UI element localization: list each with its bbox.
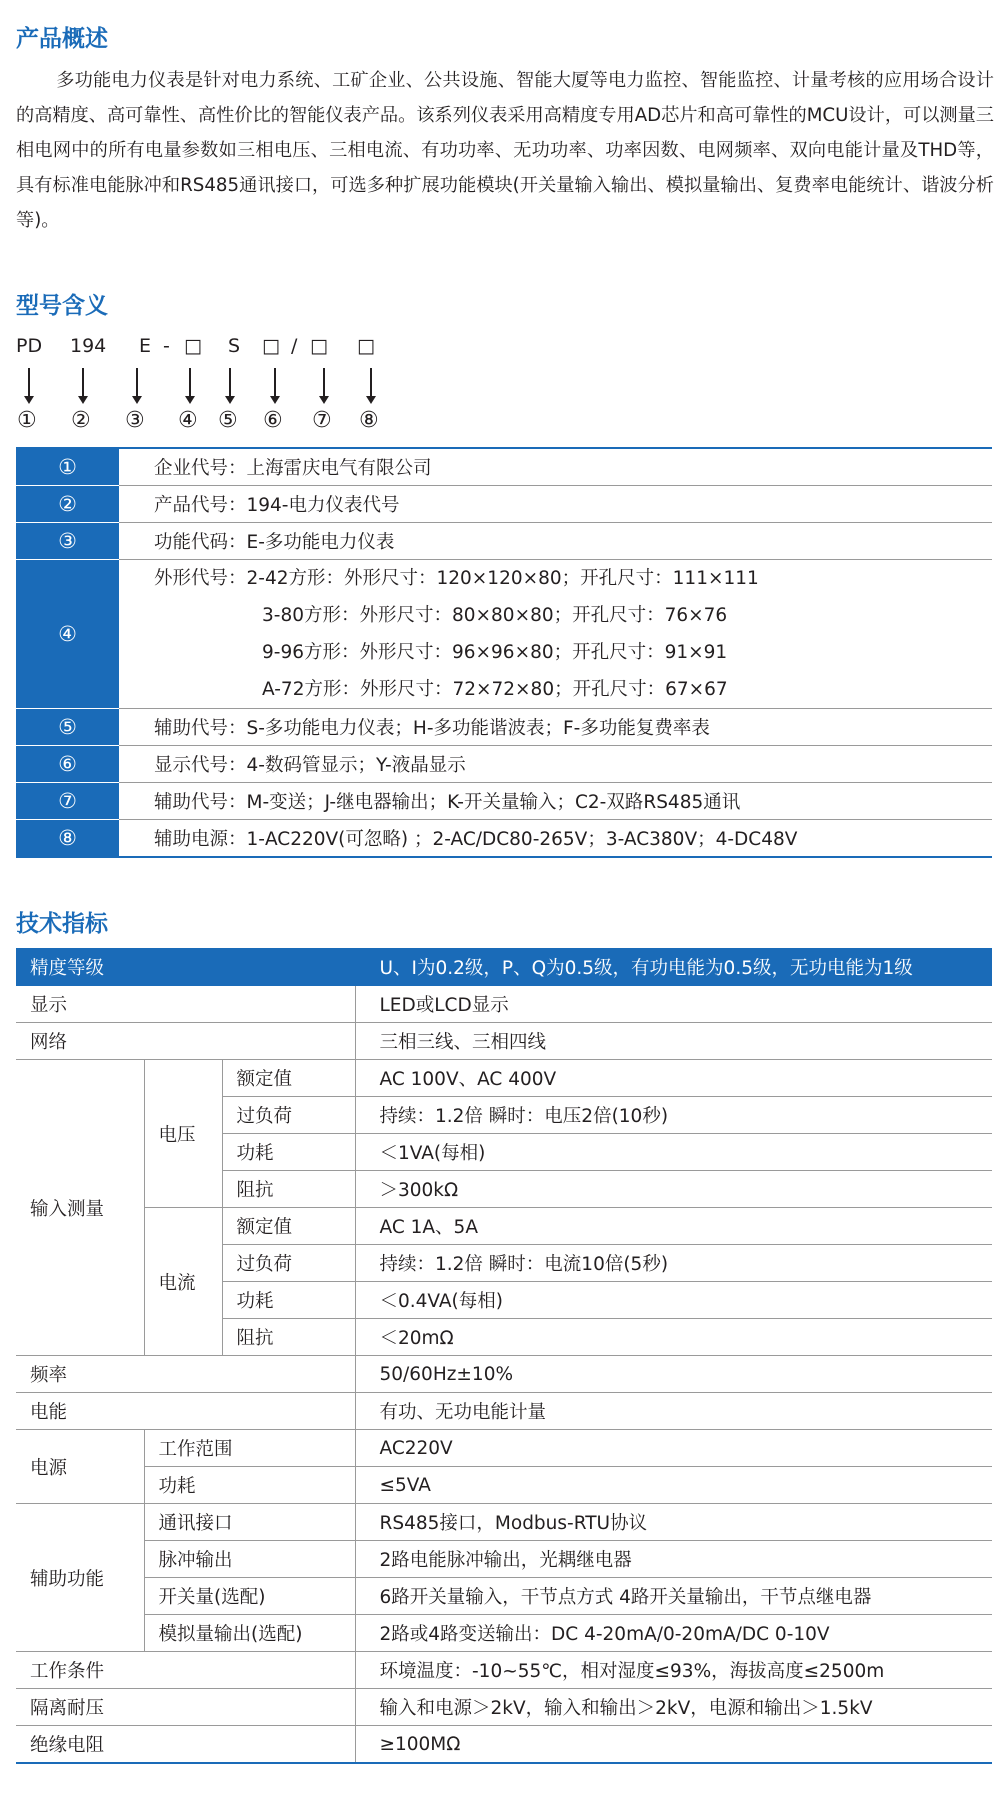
code-part: PD <box>16 335 43 357</box>
spec-value: 2路或4路变送输出：DC 4-20mA/0-20mA/DC 0-10V <box>355 1615 992 1652</box>
spec-label: 输入测量 <box>16 1060 144 1356</box>
spec-value: AC 1A、5A <box>355 1208 992 1245</box>
spec-key: 阻抗 <box>222 1171 355 1208</box>
model-row <box>16 783 992 820</box>
code-part: 194 <box>70 335 107 357</box>
row-desc: 辅助代号：S-多功能电力仪表；H-多功能谐波表；F-多功能复费率表 <box>119 709 992 746</box>
spec-row <box>16 1208 992 1245</box>
spec-value: ≤5VA <box>355 1467 992 1504</box>
spec-value: AC 100V、AC 400V <box>355 1060 992 1097</box>
spec-label: 显示 <box>16 986 355 1023</box>
down-arrow-icon <box>180 368 200 406</box>
spec-key: 开关量(选配) <box>144 1578 355 1615</box>
spec-row <box>16 1578 992 1615</box>
spec-row <box>16 1652 992 1689</box>
spec-row <box>16 1060 992 1097</box>
spec-value: 持续：1.2倍 瞬时：电流10倍(5秒) <box>355 1245 992 1282</box>
row-number: ⑥ <box>16 746 119 783</box>
spec-sublabel: 电流 <box>144 1208 222 1356</box>
spec-label: 电源 <box>16 1430 144 1504</box>
model-row <box>16 523 992 560</box>
spec-value: ＜20mΩ <box>355 1319 992 1356</box>
spec-value: 三相三线、三相四线 <box>355 1023 992 1060</box>
spec-value: LED或LCD显示 <box>355 986 992 1023</box>
row-number: ⑧ <box>16 820 119 858</box>
spec-value: U、I为0.2级，P、Q为0.5级，有功电能为0.5级，无功电能为1级 <box>355 949 992 986</box>
spec-value: ＜1VA(每相) <box>355 1134 992 1171</box>
spec-sublabel: 电压 <box>144 1060 222 1208</box>
spec-row <box>16 1356 992 1393</box>
model-row <box>16 486 992 523</box>
spec-row <box>16 1541 992 1578</box>
row-number: ⑦ <box>16 783 119 820</box>
marker: ④ <box>178 408 198 433</box>
overview-text <box>16 63 994 238</box>
code-part: / <box>291 335 298 357</box>
spec-key: 功耗 <box>144 1467 355 1504</box>
spec-key: 过负荷 <box>222 1245 355 1282</box>
spec-label: 绝缘电阻 <box>16 1726 355 1764</box>
overview-heading: 产品概述 <box>16 26 108 52</box>
spec-row <box>16 986 992 1023</box>
row-desc: 功能代码：E-多功能电力仪表 <box>119 523 992 560</box>
row-number: ① <box>16 448 119 486</box>
spec-label: 精度等级 <box>16 949 355 986</box>
spec-value: 6路开关量输入，干节点方式 4路开关量输出，干节点继电器 <box>355 1578 992 1615</box>
spec-value: 50/60Hz±10% <box>355 1356 992 1393</box>
down-arrow-icon <box>220 368 240 406</box>
down-arrow-icon <box>19 368 39 406</box>
spec-row <box>16 1689 992 1726</box>
spec-key: 额定值 <box>222 1208 355 1245</box>
spec-label: 频率 <box>16 1356 355 1393</box>
spec-value: 环境温度：-10~55℃，相对湿度≤93%，海拔高度≤2500m <box>355 1652 992 1689</box>
down-arrow-icon <box>73 368 93 406</box>
model-row <box>16 448 992 486</box>
spec-label: 电能 <box>16 1393 355 1430</box>
marker: ⑦ <box>312 408 332 433</box>
model-heading: 型号含义 <box>16 293 108 319</box>
row-desc: 辅助电源：1-AC220V(可忽略) ；2-AC/DC80-265V；3-AC380V；4-DC48V <box>119 820 992 858</box>
row-number: ⑤ <box>16 709 119 746</box>
spec-row <box>16 1023 992 1060</box>
spec-table <box>16 948 992 1764</box>
row-desc: 产品代号：194-电力仪表代号 <box>119 486 992 523</box>
down-arrow-icon <box>127 368 147 406</box>
row-number: ④ <box>16 560 119 709</box>
spec-value: ＜0.4VA(每相) <box>355 1282 992 1319</box>
spec-value: ≥100MΩ <box>355 1726 992 1764</box>
down-arrow-icon <box>361 368 381 406</box>
spec-value: 有功、无功电能计量 <box>355 1393 992 1430</box>
marker: ③ <box>125 408 145 433</box>
model-row <box>16 709 992 746</box>
marker: ① <box>17 408 37 433</box>
spec-value: 2路电能脉冲输出，光耦继电器 <box>355 1541 992 1578</box>
model-row <box>16 560 992 709</box>
code-part: S <box>228 335 241 357</box>
spec-key: 脉冲输出 <box>144 1541 355 1578</box>
code-markers <box>16 408 416 438</box>
spec-row <box>16 1504 992 1541</box>
spec-key: 阻抗 <box>222 1319 355 1356</box>
spec-key: 功耗 <box>222 1282 355 1319</box>
spec-key: 功耗 <box>222 1134 355 1171</box>
row-desc: 显示代号：4-数码管显示；Y-液晶显示 <box>119 746 992 783</box>
model-table <box>16 447 992 858</box>
code-arrows <box>16 368 416 408</box>
marker: ⑧ <box>359 408 379 433</box>
marker: ② <box>71 408 91 433</box>
model-row <box>16 820 992 858</box>
model-code <box>16 335 976 363</box>
marker: ⑤ <box>218 408 238 433</box>
spec-label: 隔离耐压 <box>16 1689 355 1726</box>
shape-line: 3-80方形：外形尺寸：80×80×80；开孔尺寸：76×76 <box>262 605 728 626</box>
spec-key: 模拟量输出(选配) <box>144 1615 355 1652</box>
shape-line: A-72方形：外形尺寸：72×72×80；开孔尺寸：67×67 <box>262 679 728 700</box>
spec-label: 网络 <box>16 1023 355 1060</box>
code-part: □ <box>310 335 328 357</box>
spec-value: ＞300kΩ <box>355 1171 992 1208</box>
spec-label: 辅助功能 <box>16 1504 144 1652</box>
spec-row <box>16 1615 992 1652</box>
spec-value: 持续：1.2倍 瞬时：电压2倍(10秒) <box>355 1097 992 1134</box>
spec-row <box>16 1430 992 1467</box>
row-number: ② <box>16 486 119 523</box>
marker: ⑥ <box>263 408 283 433</box>
down-arrow-icon <box>314 368 334 406</box>
code-part: E <box>139 335 152 357</box>
spec-key: 通讯接口 <box>144 1504 355 1541</box>
spec-header-row <box>16 949 992 986</box>
down-arrow-icon <box>265 368 285 406</box>
code-part: □ <box>184 335 202 357</box>
code-part: □ <box>357 335 375 357</box>
shape-line: 外形代号：2-42方形：外形尺寸：120×120×80；开孔尺寸：111×111 <box>154 568 759 589</box>
spec-key: 额定值 <box>222 1060 355 1097</box>
spec-row <box>16 1726 992 1764</box>
spec-row <box>16 1393 992 1430</box>
model-row <box>16 746 992 783</box>
specs-heading: 技术指标 <box>16 911 108 937</box>
spec-value: AC220V <box>355 1430 992 1467</box>
overview-body: 多功能电力仪表是针对电力系统、工矿企业、公共设施、智能大厦等电力监控、智能监控、计量考核的应用场合设计的高精度、高可靠性、高性价比的智能仪表产品。该系列仪表采用高精度专用AD芯片和高可靠性的MCU设计，可以测量三相电网中的所有电量参数如三相电压、三相电流、有功功率、无功功率、功率因数、电网频率、双向电能计量及THD等，具有标准电能脉冲和RS485通讯接口，可选多种扩展功能模块(开关量输入输出、模拟量输出、复费率电能统计、谐波分析等)。 <box>16 70 994 231</box>
spec-key: 过负荷 <box>222 1097 355 1134</box>
row-desc <box>119 560 992 709</box>
code-part: □ <box>262 335 280 357</box>
row-desc: 辅助代号：M-变送；J-继电器输出；K-开关量输入；C2-双路RS485通讯 <box>119 783 992 820</box>
row-number: ③ <box>16 523 119 560</box>
code-part: - <box>163 335 170 357</box>
row-desc: 企业代号：上海雷庆电气有限公司 <box>119 448 992 486</box>
spec-key: 工作范围 <box>144 1430 355 1467</box>
shape-line: 9-96方形：外形尺寸：96×96×80；开孔尺寸：91×91 <box>262 642 728 663</box>
spec-value: 输入和电源＞2kV，输入和输出＞2kV，电源和输出＞1.5kV <box>355 1689 992 1726</box>
spec-value: RS485接口，Modbus-RTU协议 <box>355 1504 992 1541</box>
spec-row <box>16 1467 992 1504</box>
spec-label: 工作条件 <box>16 1652 355 1689</box>
